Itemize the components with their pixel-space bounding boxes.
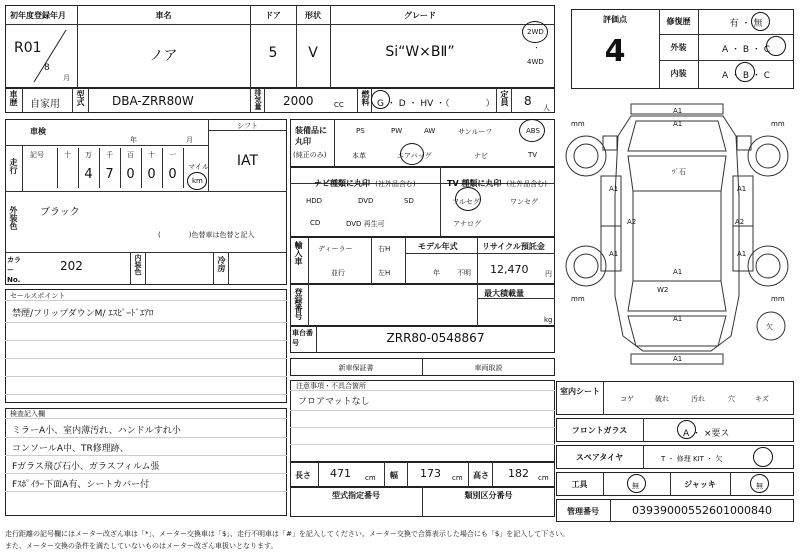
displacement-unit: CC xyxy=(334,101,344,109)
digit-3: 0 xyxy=(126,167,135,182)
interior-options: A ・ B ・ C xyxy=(721,71,771,81)
width-unit: cm xyxy=(452,474,463,482)
mark-10: W2 xyxy=(657,286,669,294)
unit-juu: 十 xyxy=(148,151,155,159)
glass-circle xyxy=(677,420,696,439)
mark-13: A1 xyxy=(673,355,683,363)
shift-label: シフト xyxy=(237,122,258,130)
navi-hdd: HDD xyxy=(306,197,323,205)
first-registration-value: R01 xyxy=(14,40,42,56)
door-label: ドア xyxy=(265,11,281,20)
km-circle xyxy=(187,172,207,190)
inspection-label: 車検 xyxy=(30,127,46,136)
equip-aw: AW xyxy=(424,127,436,135)
max-load-unit: kg xyxy=(544,316,553,324)
dealer-label: ディーラー xyxy=(318,245,353,253)
fuel-label: 燃料 xyxy=(361,90,370,106)
equip-abs: ABS xyxy=(526,127,540,135)
interior-label: 内装 xyxy=(670,69,687,78)
jack-value: 無 xyxy=(756,482,763,490)
left-hand-label: 左H xyxy=(378,269,391,277)
mark-3: A1 xyxy=(609,185,619,193)
mark-2: A1 xyxy=(673,120,683,128)
car-name-value: ノア xyxy=(149,48,178,64)
repair-circle xyxy=(751,12,770,31)
use-label: 車歴 xyxy=(9,90,18,106)
inspector-line-4: Fｽﾎﾟｲﾗｰ下面A有、シートカバー付 xyxy=(12,480,150,490)
airbag-circle xyxy=(400,143,424,165)
model-year-label: モデル年式 xyxy=(418,242,458,251)
model-year-unknown: 不明 xyxy=(457,269,471,277)
tv-fullseg: フルセグ xyxy=(452,198,480,206)
shape-value: V xyxy=(308,45,318,61)
seat-burn: コゲ xyxy=(620,395,634,403)
unit-ichi: 一 xyxy=(169,151,176,159)
use-value: 自家用 xyxy=(30,99,60,110)
tools-value: 無 xyxy=(632,482,639,490)
class-number-label: 類別区分番号 xyxy=(464,491,513,500)
digit-2: 7 xyxy=(105,167,114,182)
digit-5: 0 xyxy=(168,167,177,182)
drive-2wd: 2WD xyxy=(527,28,544,36)
width-value: 173 xyxy=(420,467,441,480)
seat-tear: 破れ xyxy=(655,395,669,403)
footer-line-1: 走行距離の記号欄にはメーター改ざん車は「*」、メーター交換車は「$」、走行不明車は「#」を記入してください。メーター交換で合算表示した場合にも「$」を記入して下さい。 xyxy=(5,530,570,538)
chassis-label: 車台番号 xyxy=(292,329,313,347)
inspection-year: 年 xyxy=(130,136,137,144)
digit-4: 0 xyxy=(147,167,156,182)
car-diagram xyxy=(561,96,794,378)
color-no-value: 202 xyxy=(60,259,83,273)
model-value: DBA-ZRR80W xyxy=(112,94,194,108)
score-label: 評価点 xyxy=(603,15,627,24)
glass-label: フロントガラス xyxy=(571,426,628,435)
unit-10-man: 十 xyxy=(64,151,71,159)
width-label: 幅 xyxy=(390,471,398,480)
ac-label: 冷房 xyxy=(217,256,226,272)
spare-label: スペアタイヤ xyxy=(575,453,624,462)
km-label: km xyxy=(192,177,203,185)
recycle-label: リサイクル預託金 xyxy=(482,242,545,251)
mm-4: mm xyxy=(771,295,785,303)
height-value: 182 xyxy=(508,467,529,480)
digit-1: 4 xyxy=(84,167,93,182)
mm-2: mm xyxy=(771,120,785,128)
equip-pw: PW xyxy=(391,127,403,135)
shift-value: IAT xyxy=(236,153,259,169)
inspector-line-2: コンソールA中、TR修理跡、 xyxy=(12,444,129,454)
exterior-options: A ・ B ・ C xyxy=(721,45,771,55)
mark-4: A1 xyxy=(737,185,747,193)
abs-circle xyxy=(519,119,545,142)
notes-box xyxy=(290,380,555,462)
seat-label: 室内シート xyxy=(560,387,600,396)
first-registration-month: 8 xyxy=(44,63,50,73)
right-hand-label: 右H xyxy=(378,245,391,253)
equip-tv: TV xyxy=(528,151,538,159)
tools-circle xyxy=(627,474,646,493)
tv-oneseg: ワンセグ xyxy=(510,198,538,206)
mark-12: ﾂﾞ石 xyxy=(672,168,686,176)
mileage-record-label: 記号 xyxy=(30,151,44,159)
management-value: 03939000552601000840 xyxy=(632,504,772,517)
navi-sd: SD xyxy=(404,197,414,205)
inspector-label: 検査記入欄 xyxy=(10,410,45,418)
score-value: 4 xyxy=(604,34,626,69)
capacity-unit: 人 xyxy=(543,104,550,112)
new-car-warranty: 新車保証書 xyxy=(338,364,374,372)
footer-line-2: また、メーター交換の条件を満たしていないものはメーター改ざん車扱いとなります。 xyxy=(5,542,278,550)
tools-label: 工具 xyxy=(571,480,588,489)
model-year-unit: 年 xyxy=(433,269,440,277)
grade-label: グレード xyxy=(404,11,436,20)
shape-label: 形状 xyxy=(305,11,321,20)
color-label: 外装色 xyxy=(9,206,18,230)
mark-7: A1 xyxy=(609,250,619,258)
repair-label: 修復歴 xyxy=(666,17,691,26)
month-unit: 月 xyxy=(63,74,70,82)
drive-4wd: 4WD xyxy=(527,58,544,66)
drive-dot: ・ xyxy=(533,44,540,52)
equip-airbag: エアバッグ xyxy=(397,152,432,160)
notes-text: フロアマットなし xyxy=(298,397,370,407)
capacity-label: 定員 xyxy=(500,90,509,106)
fuel-options: G ・ D ・ HV ・（ ） xyxy=(377,99,495,109)
mileage-label: 走行 xyxy=(9,158,18,174)
mm-3: mm xyxy=(571,295,585,303)
import-label: 輸入車 xyxy=(294,241,303,265)
capacity-value: 8 xyxy=(524,94,532,108)
mm-1: mm xyxy=(571,120,585,128)
navi-cd: CD xyxy=(310,219,321,227)
glass-options: A ・ ×要ス xyxy=(683,429,730,439)
exterior-circle xyxy=(766,36,786,56)
first-registration-label: 初年度登録年月 xyxy=(10,11,66,20)
displacement-label: 排気量 xyxy=(254,89,262,110)
mark-9: A1 xyxy=(673,268,683,276)
mark-11: A1 xyxy=(673,315,683,323)
parallel-label: 並行 xyxy=(331,269,345,277)
interior-circle xyxy=(735,62,755,82)
recycle-value: 12,470 xyxy=(490,263,529,276)
recycle-unit: 円 xyxy=(545,270,552,278)
max-load-label: 最大積載量 xyxy=(484,289,524,298)
mark-5: A2 xyxy=(627,218,637,226)
seat-hole: 穴 xyxy=(728,395,735,403)
type-designation-label: 型式指定番号 xyxy=(332,491,380,500)
inspector-line-1: ミラーA小、室内薄汚れ、ハンドルすれ小 xyxy=(12,426,181,436)
grade-value: Si“W×BⅡ” xyxy=(385,44,455,60)
mark-6: A2 xyxy=(735,218,745,226)
left-mid-table xyxy=(5,119,287,285)
tv-label: TV 種類に丸印 (社外品含む) xyxy=(447,179,547,188)
length-unit: cm xyxy=(365,474,376,482)
jack-label: ジャッキ xyxy=(684,480,716,489)
chassis-value: ZRR80-0548867 xyxy=(386,331,485,345)
color-change-note: ( )色替車は色替と記入 xyxy=(158,231,255,239)
navi-dvd: DVD xyxy=(358,197,374,205)
height-label: 高さ xyxy=(473,471,489,480)
fuel-circle xyxy=(371,90,390,109)
spare-options: T ・ 修理 KIT ・ 欠 xyxy=(661,455,723,463)
equip-ps: PS xyxy=(356,127,365,135)
missing-mark: 欠 xyxy=(766,323,773,331)
interior-color-label: 内装色 xyxy=(134,254,142,275)
equip-navi: ナビ xyxy=(474,152,488,160)
sales-point-label: セールスポイント xyxy=(10,292,66,300)
equip-sunroof: サンルーフ xyxy=(458,128,493,136)
model-label: 型式 xyxy=(76,90,85,106)
unit-man: 万 xyxy=(85,151,92,159)
navi-dvd-play: DVD 再生可 xyxy=(346,220,385,228)
jack-circle xyxy=(750,474,769,493)
seat-dirt: 汚れ xyxy=(691,395,705,403)
unit-hyaku: 百 xyxy=(127,151,134,159)
length-label: 長さ xyxy=(295,471,311,480)
inspection-month: 月 xyxy=(186,136,193,144)
unit-sen: 千 xyxy=(106,151,113,159)
equip-leather: 本革 xyxy=(352,152,366,160)
repair-options: 有 ・ 無 xyxy=(729,19,763,29)
car-manual: 車両取説 xyxy=(474,364,503,372)
navi-label: ナビ種類に丸印 (社外品含む) xyxy=(314,179,416,188)
exterior-label: 外装 xyxy=(670,43,687,52)
displacement-value: 2000 xyxy=(283,94,314,108)
drive-2wd-circle xyxy=(522,21,548,43)
mile-label: マイル xyxy=(188,163,209,171)
car-name-label: 車名 xyxy=(155,11,172,20)
inspector-line-3: Fガラス飛び石小、ガラスフィルム張 xyxy=(12,462,160,472)
door-value: 5 xyxy=(268,45,278,61)
mileage-digits xyxy=(57,148,183,188)
equipment-label: 装備品に丸印 xyxy=(295,126,327,146)
management-label: 管理番号 xyxy=(567,507,599,516)
length-value: 471 xyxy=(330,467,351,480)
mark-1: A1 xyxy=(673,107,683,115)
tv-analog: アナログ xyxy=(453,220,481,228)
spare-circle xyxy=(753,447,773,467)
notes-label: 注意事項・不具合箇所 xyxy=(296,382,366,390)
color-value: ブラック xyxy=(40,207,80,218)
color-no-label: カラーNo. xyxy=(7,256,21,284)
mark-8: A1 xyxy=(737,250,747,258)
equipment-sub: (純正のみ) xyxy=(293,151,327,159)
sales-point-text: 禁煙/フリップダウンM/ ｴｽﾋﾟｰﾄﾞｴｱﾛ xyxy=(12,309,154,319)
height-unit: cm xyxy=(538,474,549,482)
registration-label: 登録番号 xyxy=(294,288,303,320)
seat-scratch: キズ xyxy=(755,395,769,403)
fullseg-circle xyxy=(455,187,481,211)
